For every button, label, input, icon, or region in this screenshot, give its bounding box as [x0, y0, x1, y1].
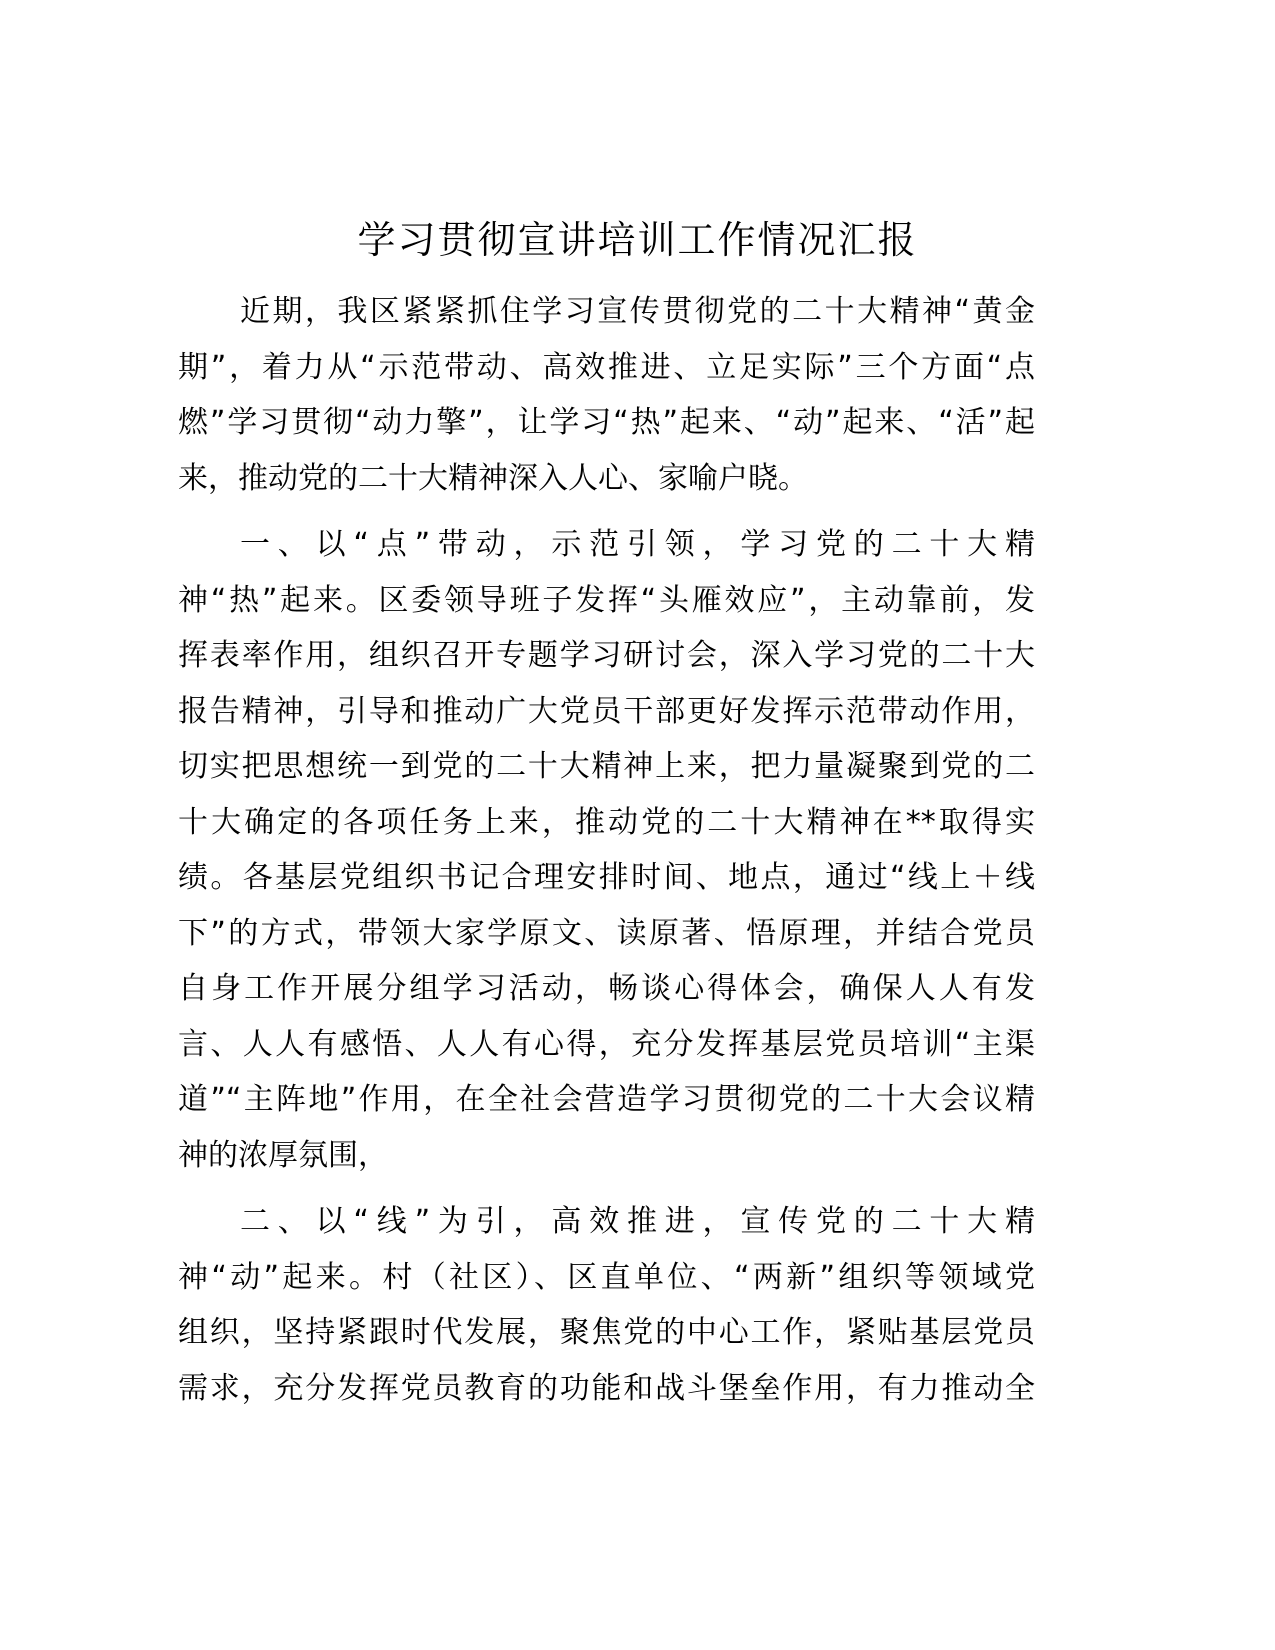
document-body	[178, 286, 1035, 1429]
text-line: 报告精神，引导和推动广大党员干部更好发挥示范带动作用，	[178, 693, 1035, 729]
paragraph	[178, 1196, 1035, 1418]
text-line: 切实把思想统一到党的二十大精神上来，把力量凝聚到党的二	[178, 749, 1035, 784]
text-line: 十大确定的各项任务上来，推动党的二十大精神在**取得实	[178, 804, 1035, 840]
text-line: 期”，着力从“示范带动、高效推进、立足实际”三个方面“点	[178, 349, 1035, 385]
text-line: 神的浓厚氛围，	[178, 1137, 388, 1173]
text-line: 挥表率作用，组织召开专题学习研讨会，深入学习党的二十大	[178, 638, 1035, 673]
text-line: 自身工作开展分组学习活动，畅谈心得体会，确保人人有发	[178, 971, 1035, 1006]
text-line: 道”“主阵地”作用，在全社会营造学习贯彻党的二十大会议精	[178, 1082, 1035, 1117]
text-line: 神“动”起来。村（社区）、区直单位、“两新”组织等领域党	[178, 1259, 1035, 1295]
text-line: 下”的方式，带领大家学原文、读原著、悟原理，并结合党员	[178, 915, 1035, 951]
text-line: 需求，充分发挥党员教育的功能和战斗堡垒作用，有力推动全	[178, 1370, 1035, 1406]
text-line: 神“热”起来。区委领导班子发挥“头雁效应”，主动靠前，发	[178, 582, 1035, 618]
text-line: 燃”学习贯彻“动力擎”，让学习“热”起来、“动”起来、“活”起	[178, 405, 1035, 440]
text-line: 言、人人有感悟、人人有心得，充分发挥基层党员培训“主渠	[178, 1026, 1035, 1062]
text-line: 二、以“线”为引，高效推进，宣传党的二十大精	[240, 1204, 1035, 1239]
text-line: 一、以“点”带动，示范引领，学习党的二十大精	[240, 527, 1035, 562]
text-line: 绩。各基层党组织书记合理安排时间、地点，通过“线上＋线	[178, 860, 1035, 895]
text-line: 近期，我区紧紧抓住学习宣传贯彻党的二十大精神“黄金	[240, 294, 1035, 329]
text-line: 组织，坚持紧跟时代发展，聚焦党的中心工作，紧贴基层党员	[178, 1315, 1035, 1350]
text-line: 来，推动党的二十大精神深入人心、家喻户晓。	[178, 460, 808, 496]
paragraph	[178, 519, 1035, 1185]
paragraph	[178, 286, 1035, 508]
document-title: 学习贯彻宣讲培训工作情况汇报	[357, 218, 918, 262]
